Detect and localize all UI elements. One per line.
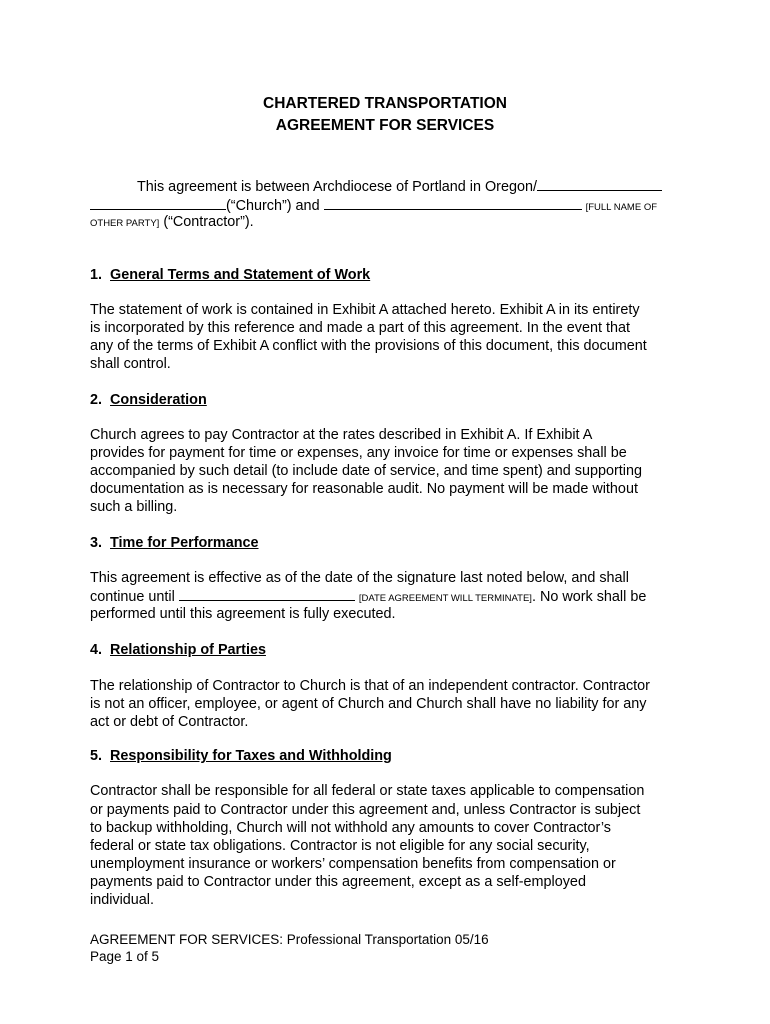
section-1-line-1: The statement of work is contained in Exhibit A attached hereto. Exhibit A in its entirety [90,302,640,318]
church-label: (“Church”) and [226,198,324,214]
section-4-line-3: act or debt of Contractor. [90,714,249,730]
intro-text: This agreement is between Archdiocese of Portland in Oregon/ [137,179,537,195]
other-party-name-blank[interactable] [324,196,582,210]
section-1-line-2: is incorporated by this reference and made a part of this agreement. In the event that [90,320,630,336]
section-3-line-3: performed until this agreement is fully executed. [90,606,396,622]
termination-date-blank[interactable] [179,587,355,601]
section-2-line-2: provides for payment for time or expenses, any invoice for time or expenses shall be [90,445,627,461]
section-5-line-4: federal or state tax obligations. Contractor is not eligible for any social security, [90,838,590,854]
section-2-line-1: Church agrees to pay Contractor at the rates described in Exhibit A. If Exhibit A [90,427,593,443]
section-heading-5 [90,747,392,765]
section-number: 1. [90,267,103,283]
section-5-line-5: unemployment insurance or workers’ compensation benefits from compensation or [90,856,616,872]
date-note: [DATE AGREEMENT WILL TERMINATE] [358,593,532,604]
section-2-line-4: documentation as is necessary for reasonable audit. No payment will be made without [90,481,638,497]
section-heading-2 [90,391,207,409]
church-name-blank-continued[interactable] [90,196,226,210]
section-5-line-7: individual. [90,892,154,908]
section-2-line-5: such a billing. [90,499,178,515]
footer-page-number: Page 1 of 5 [90,949,160,964]
contractor-label: (“Contractor”). [159,214,254,230]
section-heading-3 [90,534,259,552]
section-4-line-2: is not an officer, employee, or agent of Church and Church shall have no liability for any [90,696,647,712]
full-name-note: [FULL NAME OF [585,202,658,213]
section-title: Relationship of Parties [110,642,266,658]
other-party-note: OTHER PARTY] [90,218,160,229]
section-number: 2. [90,392,103,408]
document-title-line-1: CHARTERED TRANSPORTATION [263,95,507,112]
section-title: Consideration [110,392,207,408]
continue-until-text: continue until [90,589,179,605]
footer-document-label: AGREEMENT FOR SERVICES: Professional Transportation 05/16 [90,932,489,947]
section-heading-4 [90,641,266,659]
section-5-line-6: payments paid to Contractor under this agreement, except as a self-employed [90,874,586,890]
section-3-line-1: This agreement is effective as of the date of the signature last noted below, and shall [90,570,629,586]
intro-line-3 [90,213,254,233]
section-5-line-2: or payments paid to Contractor under this agreement and, unless Contractor is subject [90,802,641,818]
no-work-text: . No work shall be [531,589,647,605]
intro-line-1 [137,177,662,196]
document-title-line-2: AGREEMENT FOR SERVICES [275,117,495,134]
section-title: Time for Performance [110,535,259,551]
section-5-line-1: Contractor shall be responsible for all federal or state taxes applicable to compensation [90,783,645,799]
section-heading-1 [90,266,370,284]
section-title: Responsibility for Taxes and Withholding [110,748,392,764]
section-number: 5. [90,748,103,764]
section-1-line-3: any of the terms of Exhibit A conflict with the provisions of this document, this document [90,338,647,354]
section-1-line-4: shall control. [90,356,171,372]
section-title: General Terms and Statement of Work [110,267,371,283]
section-2-line-3: accompanied by such detail (to include date of service, and time spent) and supporting [90,463,642,479]
section-number: 4. [90,642,103,658]
section-number: 3. [90,535,103,551]
church-name-blank[interactable] [537,177,662,191]
section-4-line-1: The relationship of Contractor to Church is that of an independent contractor. Contractor [90,678,650,694]
section-5-line-3: to backup withholding, Church will not withhold any amounts to cover Contractor’s [90,820,612,836]
